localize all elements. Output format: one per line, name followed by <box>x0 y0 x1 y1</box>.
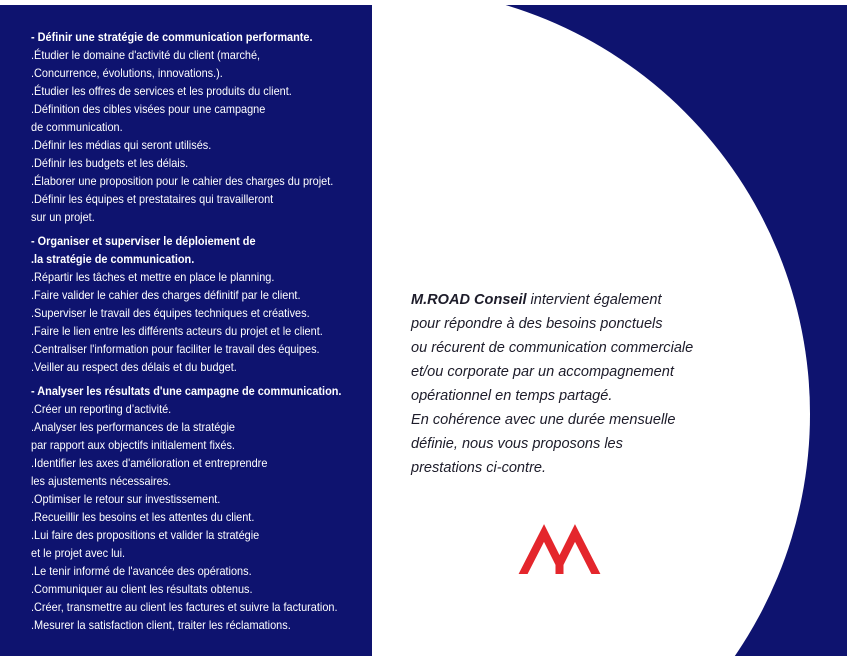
intro-line: et/ou corporate par un accompagnement <box>411 363 674 380</box>
list-item: .Mesurer la satisfaction client, traiter les réclamations. <box>31 618 291 632</box>
list-item: .Faire le lien entre les différents acteurs du projet et le client. <box>31 324 323 338</box>
intro-line: prestations ci-contre. <box>411 459 547 476</box>
brochure-page <box>0 5 847 656</box>
list-item: et le projet avec lui. <box>31 546 126 560</box>
section-deployment <box>31 232 359 376</box>
intro-line: opérationnel en temps partagé. <box>411 387 613 404</box>
services-list <box>31 28 359 634</box>
list-item: de communication. <box>31 120 123 134</box>
list-item: .Centraliser l'information pour faciliter le travail des équipes. <box>31 342 320 356</box>
section-heading: - Analyser les résultats d'une campagne de communication. <box>31 384 342 398</box>
intro-line <box>411 288 731 312</box>
list-item: .Optimiser le retour sur investissement. <box>31 492 221 506</box>
list-item: .Étudier le domaine d'activité du client (marché, <box>31 48 261 62</box>
list-item: .Définir les médias qui seront utilisés. <box>31 138 212 152</box>
list-item: .Créer, transmettre au client les factures et suivre la facturation. <box>31 600 338 614</box>
list-item: .Le tenir informé de l'avancée des opérations. <box>31 564 252 578</box>
list-item: .Superviser le travail des équipes techniques et créatives. <box>31 306 310 320</box>
intro-line: En cohérence avec une durée mensuelle <box>411 411 676 428</box>
intro-line: ou récurent de communication commerciale <box>411 339 694 356</box>
intro-line: pour répondre à des besoins ponctuels <box>411 315 663 332</box>
list-item: .Identifier les axes d'amélioration et entreprendre <box>31 456 268 470</box>
list-item: .Définition des cibles visées pour une campagne <box>31 102 266 116</box>
intro-text <box>411 288 731 480</box>
section-heading: .la stratégie de communication. <box>31 252 195 266</box>
list-item: .Analyser les performances de la stratégie <box>31 420 235 434</box>
list-item: .Concurrence, évolutions, innovations.). <box>31 66 223 80</box>
section-heading: - Organiser et superviser le déploiement de <box>31 234 256 248</box>
list-item: .Définir les budgets et les délais. <box>31 156 189 170</box>
list-item: .Communiquer au client les résultats obtenus. <box>31 582 253 596</box>
list-item: .Répartir les tâches et mettre en place le planning. <box>31 270 275 284</box>
list-item: .Définir les équipes et prestataires qui travailleront <box>31 192 274 206</box>
list-item: .Étudier les offres de services et les produits du client. <box>31 84 292 98</box>
list-item: .Faire valider le cahier des charges définitif par le client. <box>31 288 301 302</box>
list-item: .Élaborer une proposition pour le cahier des charges du projet. <box>31 174 334 188</box>
list-item: par rapport aux objectifs initialement fixés. <box>31 438 235 452</box>
section-analysis <box>31 382 359 634</box>
section-heading: - Définir une stratégie de communication performante. <box>31 30 313 44</box>
section-strategy <box>31 28 359 226</box>
list-item: les ajustements nécessaires. <box>31 474 172 488</box>
list-item: .Créer un reporting d’activité. <box>31 402 172 416</box>
intro-line-text: intervient également <box>530 291 662 308</box>
list-item: .Lui faire des propositions et valider la stratégie <box>31 528 260 542</box>
list-item: sur un projet. <box>31 210 95 224</box>
list-item: .Veiller au respect des délais et du budget. <box>31 360 237 374</box>
m-road-logo-icon <box>517 524 602 574</box>
list-item: .Recueillir les besoins et les attentes du client. <box>31 510 255 524</box>
intro-line: définie, nous vous proposons les <box>411 435 623 452</box>
brand-name: M.ROAD Conseil <box>411 291 527 308</box>
